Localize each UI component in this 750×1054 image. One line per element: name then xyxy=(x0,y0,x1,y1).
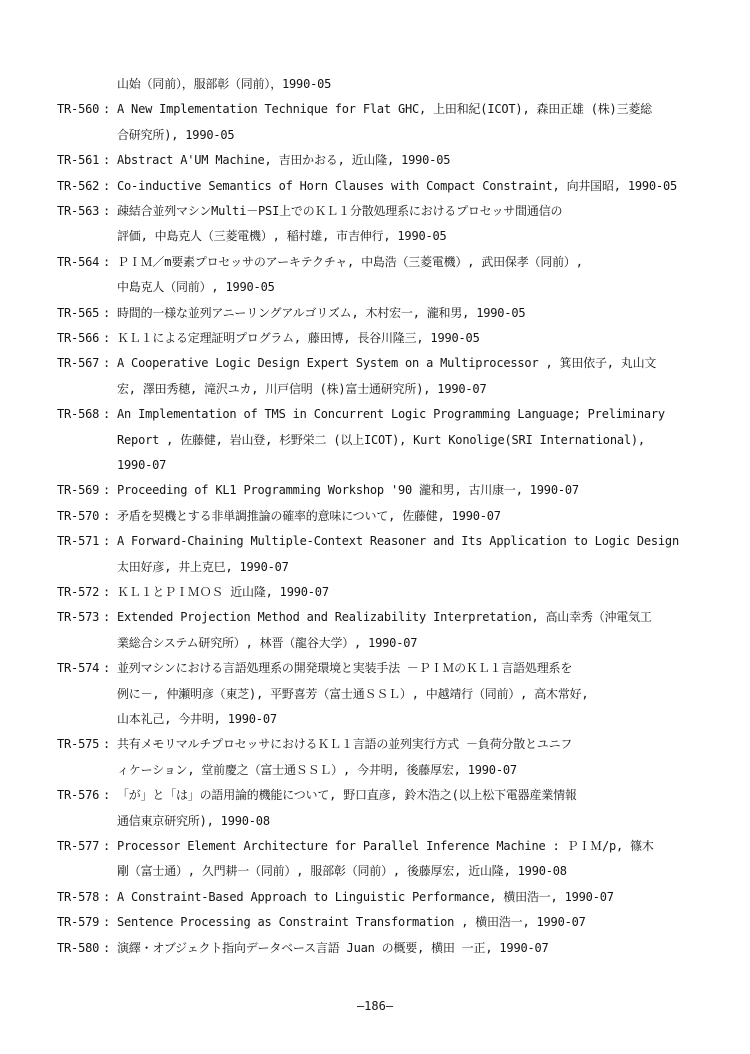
report-id: TR-563 xyxy=(57,204,100,218)
entry-text-line: ＫＬ１による定理証明プログラム, 藤田博, 長谷川隆三, 1990-05 xyxy=(117,331,480,345)
separator-colon: : xyxy=(103,509,111,523)
entry-text-line: 「が」と「は」の語用論的機能について, 野口直彦, 鈴木浩之(以上松下電器産業情報 xyxy=(117,788,577,802)
entry-text-line: 疎結合並列マシンMulti－PSI上でのＫＬ１分散処理系におけるプロセッサ間通信の xyxy=(117,204,563,218)
separator-colon: : xyxy=(103,179,111,193)
entry-text-line: A New Implementation Technique for Flat GHC, 上田和紀(ICOT), 森田正雄 (株)三菱総 xyxy=(117,102,652,116)
report-id: TR-573 xyxy=(57,610,100,624)
report-id: TR-569 xyxy=(57,483,100,497)
report-id: TR-566 xyxy=(57,331,100,345)
report-id: TR-564 xyxy=(57,255,100,269)
separator-colon: : xyxy=(103,153,111,167)
separator-colon: : xyxy=(103,306,111,320)
separator-colon: : xyxy=(103,483,111,497)
entry-text-line: ＰＩＭ／m要素プロセッサのアーキテクチャ, 中島浩（三菱電機）, 武田保孝（同前）, xyxy=(117,255,583,269)
report-id: TR-572 xyxy=(57,585,100,599)
report-id: TR-580 xyxy=(57,941,100,955)
entry-text-line: Co-inductive Semantics of Horn Clauses with Compact Constraint, 向井国昭, 1990-05 xyxy=(117,179,677,193)
entry-text-line: 例に－, 仲瀬明彦（東芝), 平野喜芳（富士通ＳＳＬ）, 中越靖行（同前）, 高木常好, xyxy=(117,687,589,701)
entry-text-line: Report , 佐藤健, 岩山登, 杉野栄二 (以上ICOT), Kurt Konolige(SRI International), xyxy=(117,433,645,447)
separator-colon: : xyxy=(103,356,111,370)
separator-colon: : xyxy=(103,407,111,421)
entry-text-line: 太田好彦, 井上克巳, 1990-07 xyxy=(117,560,289,574)
separator-colon: : xyxy=(103,737,111,751)
entry-text-line: 共有メモリマルチプロセッサにおけるＫＬ１言語の並列実行方式 －負荷分散とユニフ xyxy=(117,737,573,751)
report-id: TR-562 xyxy=(57,179,100,193)
page-number: —186— xyxy=(356,999,394,1013)
entry-text-line: 演繹・オブジェクト指向データベース言語 Juan の概要, 横田 一正, 1990-07 xyxy=(117,941,549,955)
entry-text-line: 矛盾を契機とする非単調推論の確率的意味について, 佐藤健, 1990-07 xyxy=(117,509,501,523)
report-id: TR-575 xyxy=(57,737,100,751)
entry-text-line: 評価, 中島克人（三菱電機）, 稲村雄, 市吉伸行, 1990-05 xyxy=(117,229,447,243)
separator-colon: : xyxy=(103,788,111,802)
entry-text-line: Sentence Processing as Constraint Transformation , 横田浩一, 1990-07 xyxy=(117,915,586,929)
separator-colon: : xyxy=(103,839,111,853)
entry-text-line: 山本礼己, 今井明, 1990-07 xyxy=(117,712,277,726)
entry-text-line: An Implementation of TMS in Concurrent Logic Programming Language; Preliminary xyxy=(117,407,665,421)
entry-text-line: 宏, 澤田秀穂, 滝沢ユカ, 川戸信明 (株)富士通研究所), 1990-07 xyxy=(117,382,487,396)
entry-text-line: A Forward-Chaining Multiple-Context Reasoner and Its Application to Logic Design xyxy=(117,534,679,548)
separator-colon: : xyxy=(103,534,111,548)
entry-text-line: ィケーション, 堂前慶之（富士通ＳＳＬ）, 今井明, 後藤厚宏, 1990-07 xyxy=(117,763,517,777)
separator-colon: : xyxy=(103,102,111,116)
report-id: TR-567 xyxy=(57,356,100,370)
separator-colon: : xyxy=(103,915,111,929)
report-id: TR-578 xyxy=(57,890,100,904)
entry-text-line: A Cooperative Logic Design Expert System on a Multiprocessor , 箕田依子, 丸山文 xyxy=(117,356,657,370)
report-id: TR-576 xyxy=(57,788,100,802)
report-id: TR-561 xyxy=(57,153,100,167)
separator-colon: : xyxy=(103,890,111,904)
entry-text-line: 中島克人（同前）, 1990-05 xyxy=(117,280,275,294)
report-id: TR-571 xyxy=(57,534,100,548)
entry-text-line: 1990-07 xyxy=(117,458,167,472)
separator-colon: : xyxy=(103,331,111,345)
separator-colon: : xyxy=(103,204,111,218)
entry-text-line: 時間的一様な並列アニーリングアルゴリズム, 木村宏一, 瀧和男, 1990-05 xyxy=(117,306,526,320)
entry-text-line: Proceeding of KL1 Programming Workshop '90 瀧和男, 古川康一, 1990-07 xyxy=(117,483,579,497)
report-id: TR-565 xyxy=(57,306,100,320)
report-id: TR-577 xyxy=(57,839,100,853)
report-id: TR-568 xyxy=(57,407,100,421)
entry-text-line: ＫＬ１とＰＩＭＯＳ 近山隆, 1990-07 xyxy=(117,585,329,599)
entry-text-line: A Constraint-Based Approach to Linguistic Performance, 横田浩一, 1990-07 xyxy=(117,890,614,904)
report-id: TR-560 xyxy=(57,102,100,116)
entry-text-line: 業総合システム研究所）, 林晋（龍谷大学）, 1990-07 xyxy=(117,636,418,650)
separator-colon: : xyxy=(103,255,111,269)
entry-text-line: 剛（富士通）, 久門耕一（同前）, 服部彰（同前）, 後藤厚宏, 近山隆, 1990-08 xyxy=(117,864,567,878)
report-id: TR-574 xyxy=(57,661,100,675)
entry-text-line: 合研究所), 1990-05 xyxy=(117,128,235,142)
entry-text-line: 並列マシンにおける言語処理系の開発環境と実装手法 －ＰＩＭのＫＬ１言語処理系を xyxy=(117,661,573,675)
entry-text-line: 山始（同前），服部彰（同前），1990-05 xyxy=(117,77,332,91)
report-id: TR-579 xyxy=(57,915,100,929)
separator-colon: : xyxy=(103,610,111,624)
entry-text-line: Extended Projection Method and Realizability Interpretation, 高山幸秀（沖電気工 xyxy=(117,610,652,624)
entry-text-line: Processor Element Architecture for Parallel Inference Machine : ＰＩＭ/p, 篠木 xyxy=(117,839,654,853)
separator-colon: : xyxy=(103,661,111,675)
report-id: TR-570 xyxy=(57,509,100,523)
separator-colon: : xyxy=(103,941,111,955)
separator-colon: : xyxy=(103,585,111,599)
entry-text-line: 通信東京研究所), 1990-08 xyxy=(117,814,270,828)
entry-text-line: Abstract A'UM Machine, 吉田かおる, 近山隆, 1990-05 xyxy=(117,153,451,167)
